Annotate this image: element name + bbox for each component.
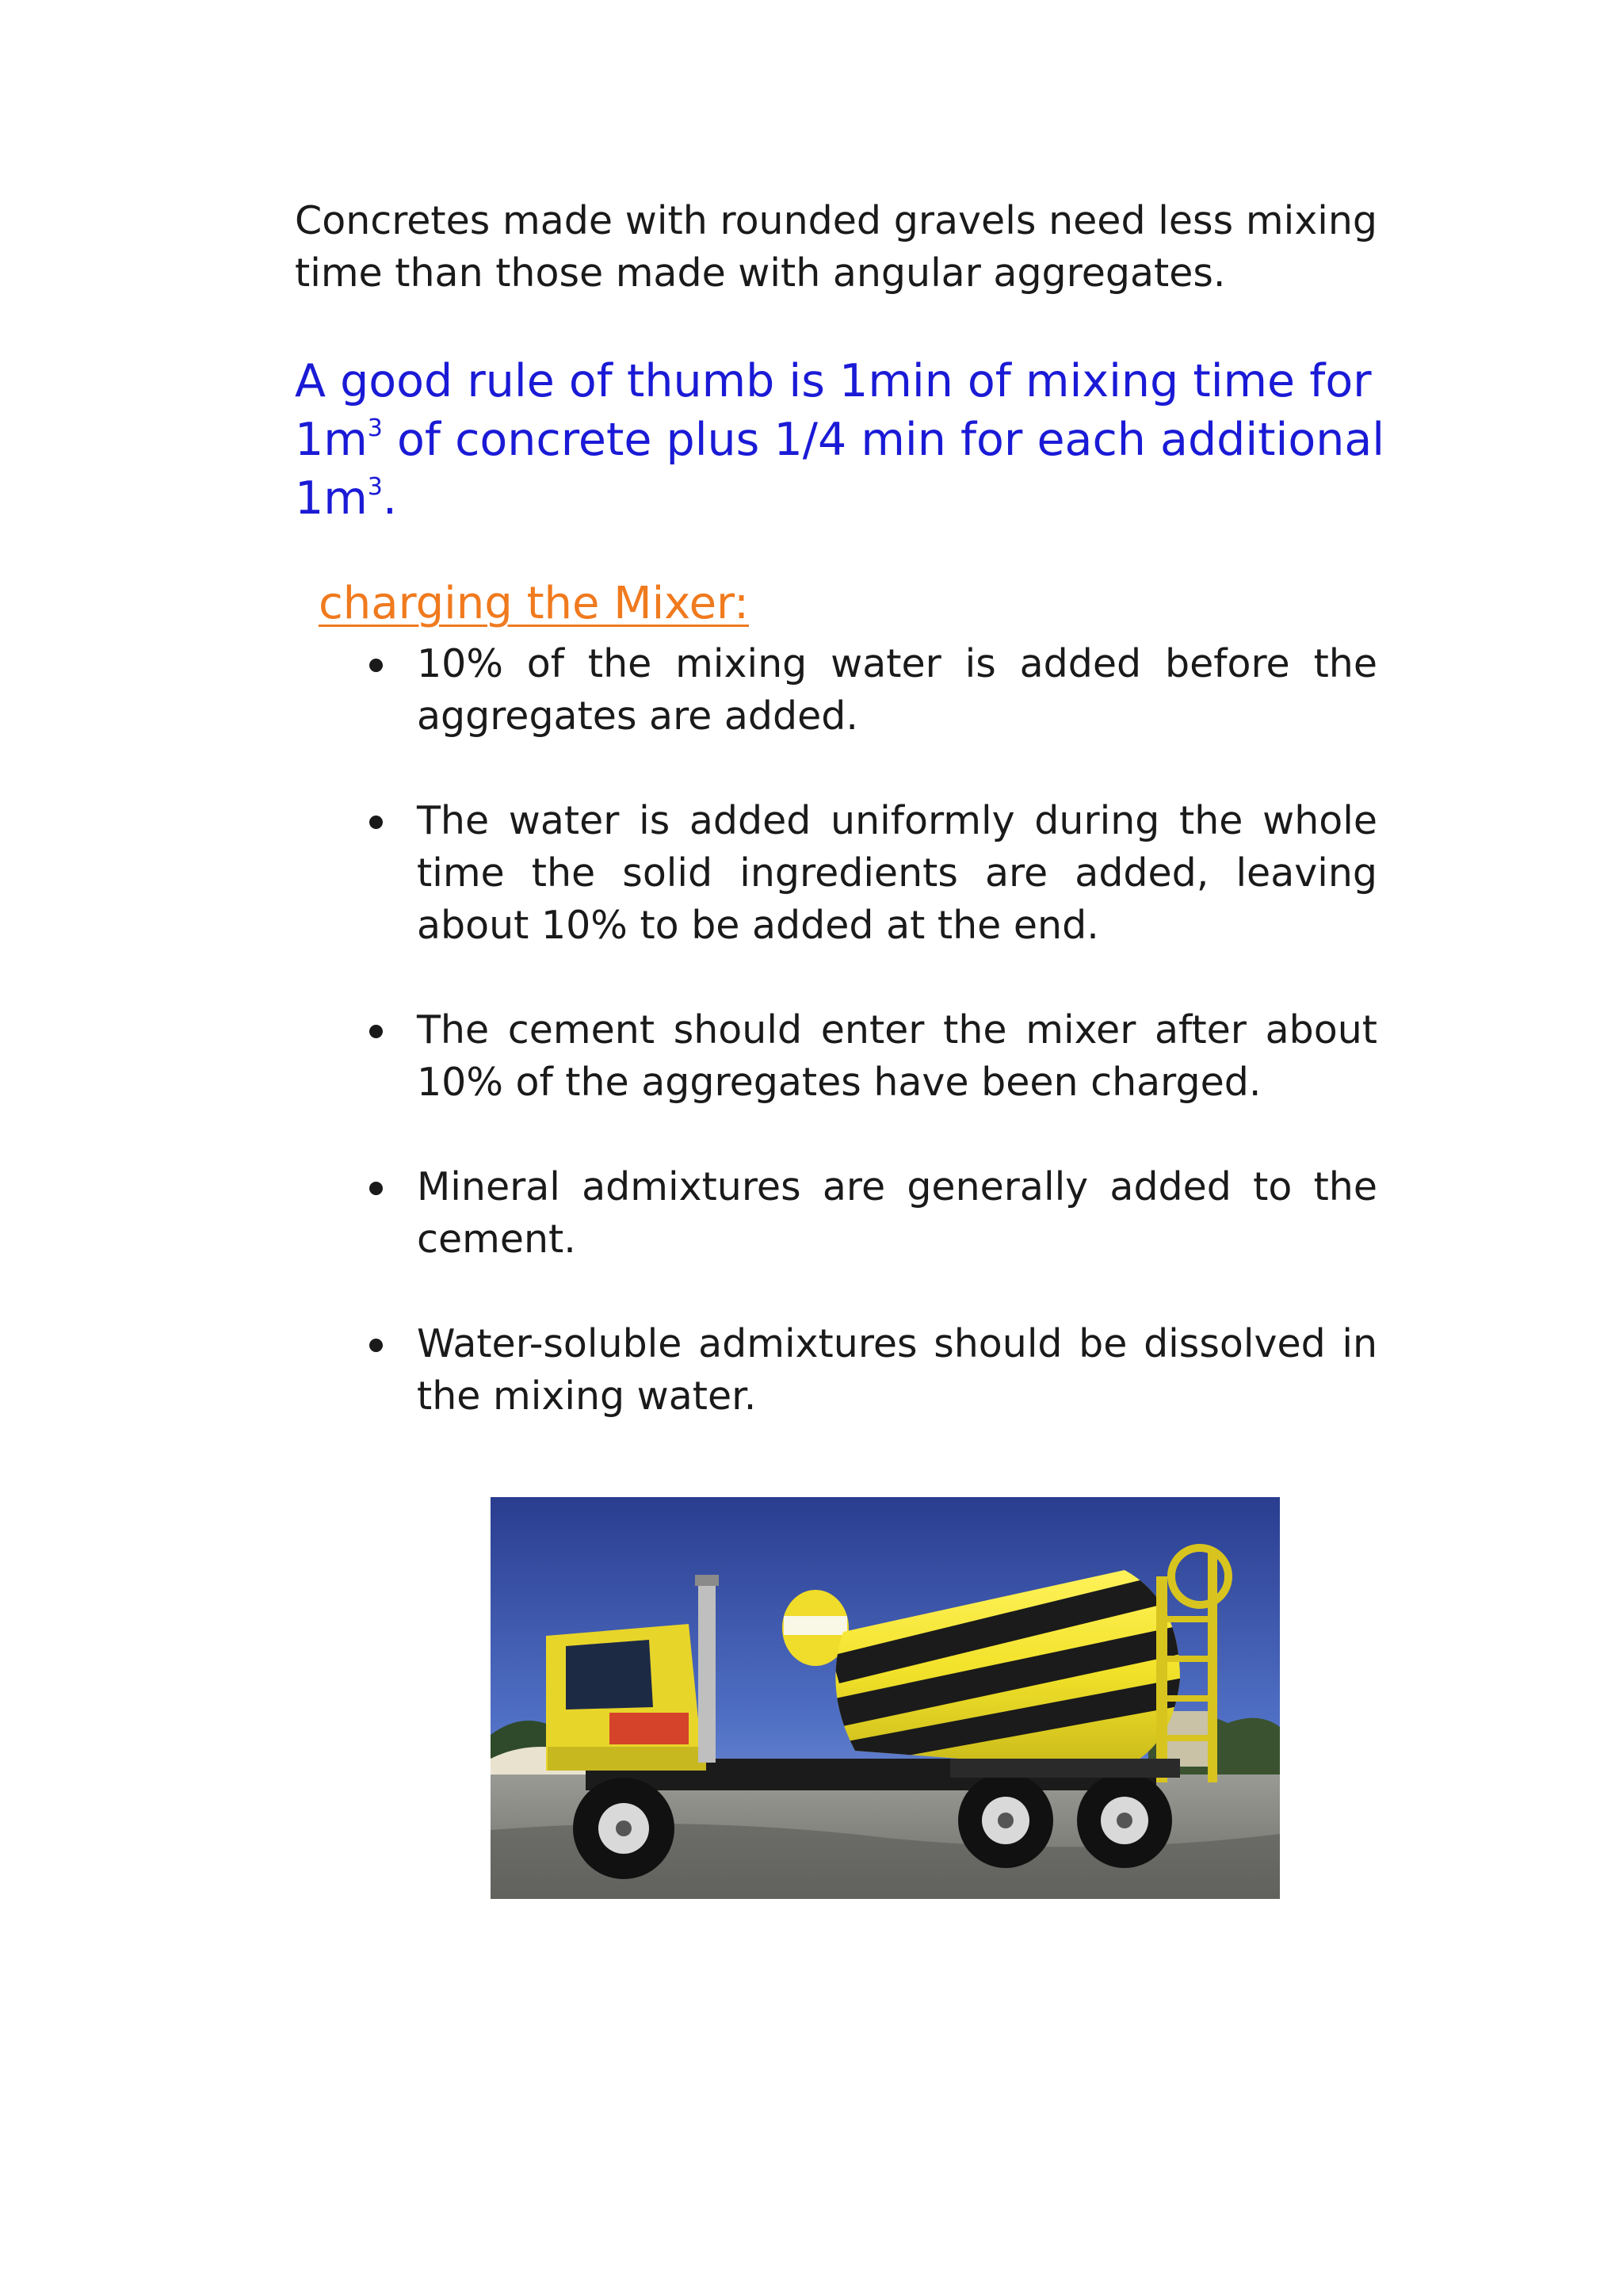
list-item-line: time the solid ingredients are added, leaving <box>417 850 1377 896</box>
list-item-line: the mixing water. <box>417 1373 757 1419</box>
list-item <box>365 638 1377 743</box>
bullet-icon <box>369 659 383 672</box>
rule-text-2: 1m <box>295 414 368 466</box>
intro-line-1: Concretes made with rounded gravels need less mixing <box>295 198 1377 243</box>
list-item-line: aggregates are added. <box>417 693 858 739</box>
list-item-line: Mineral admixtures are generally added to the <box>417 1164 1377 1209</box>
rule-of-thumb <box>295 352 1388 528</box>
list-item-line: 10% of the mixing water is added before the <box>417 641 1377 686</box>
list-item-line: The cement should enter the mixer after about <box>417 1007 1377 1052</box>
intro-paragraph <box>295 195 1377 300</box>
list-item-line: 10% of the aggregates have been charged. <box>417 1060 1262 1105</box>
list-item <box>365 795 1377 952</box>
rule-text-4: 1m <box>295 472 368 525</box>
section-heading: charging the Mixer: <box>319 578 749 629</box>
list-item-line: The water is added uniformly during the whole <box>417 798 1377 843</box>
list-item-line: about 10% to be added at the end. <box>417 903 1099 948</box>
bullet-icon <box>369 1182 383 1195</box>
rule-superscript-2: 3 <box>367 473 383 501</box>
rule-superscript-1: 3 <box>367 415 383 442</box>
list-item-line: cement. <box>417 1217 576 1262</box>
intro-line-2: time than those made with angular aggregates. <box>295 250 1226 296</box>
list-item <box>365 1161 1377 1266</box>
rule-text-3: of concrete plus 1/4 min for each additional <box>382 414 1385 466</box>
rule-text-5: . <box>382 472 398 525</box>
list-item-line: Water-soluble admixtures should be dissolved in <box>417 1321 1377 1366</box>
mixer-truck-photo <box>491 1497 1280 1899</box>
bullet-icon <box>369 1025 383 1038</box>
rule-text-1: A good rule of thumb is 1min of mixing time for <box>295 355 1372 407</box>
bullet-list <box>365 638 1377 1423</box>
list-item <box>365 1004 1377 1109</box>
bullet-icon <box>369 816 383 829</box>
bullet-icon <box>369 1339 383 1352</box>
list-item <box>365 1318 1377 1423</box>
